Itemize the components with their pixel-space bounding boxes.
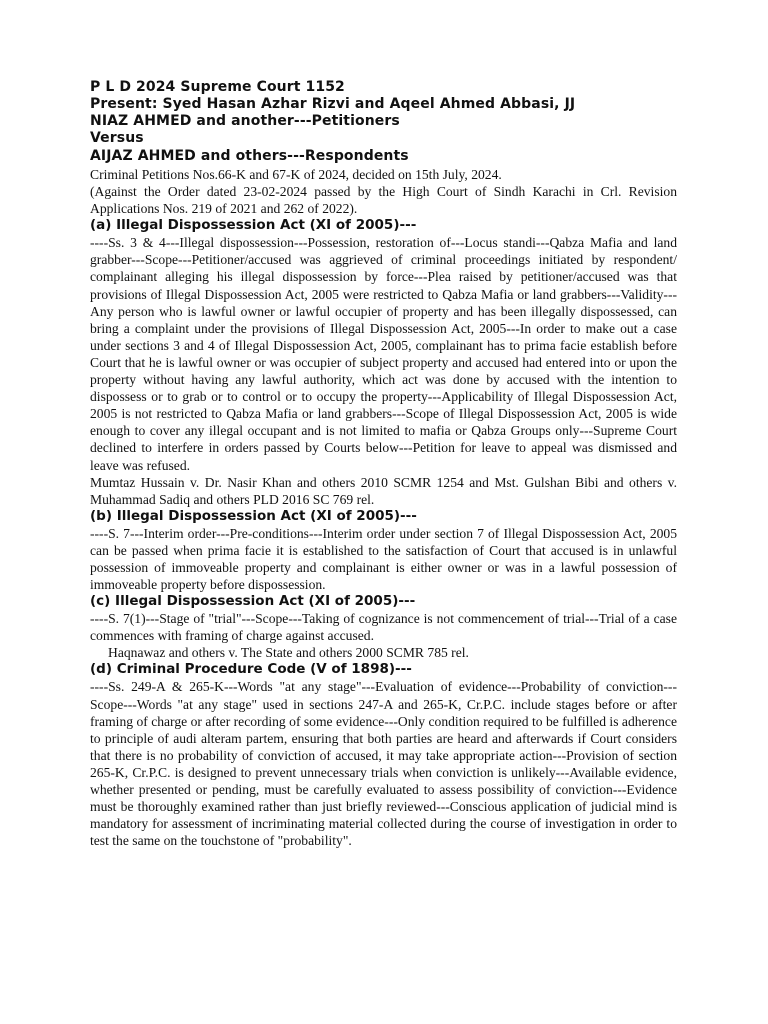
section-heading-b: (b) Illegal Dispossession Act (XI of 2005)--- <box>90 507 417 524</box>
section-heading-c: (c) Illegal Dispossession Act (XI of 2005)--- <box>90 593 416 610</box>
section-heading-a: (a) Illegal Dispossession Act (XI of 2005)--- <box>90 217 417 234</box>
section-text-d: ----Ss. 249-A & 265-K---Words "at any stage"---Evaluation of evidence---Probability of conviction---Scope---Words "at any stage" used in sections 247-A and 265-K, Cr.P.C. include stages before or after framing of charge or after recording of some evidence---Only condition required to be fulfilled is adherence to principle of audi alteram partem, ensuring that both parties are heard and afterwards if Court considers that there is no probability of conviction of accused, it may take appropriate action---Provision of section 265-K, Cr.P.C. is designed to prevent unnecessary trials when conviction is unlikely---Available evidence, whether presented or pending, must be carefully evaluated to assess possibility of conviction---Evidence must be thoroughly examined rather than just briefly reviewed---Conscious application of judicial mind is mandatory for assessment of incriminating material collected during the course of investigation in order to test the same on the touchstone of "probability". <box>90 679 677 849</box>
document-page <box>90 79 677 849</box>
section-text-b: ----S. 7---Interim order---Pre-conditions---Interim order under section 7 of Illegal Dispossession Act, 2005 can be passed when prima facie it is established to the satisfaction of Court that accused is in unlawful possession of immoveable property and complainant is either owner or was in a lawful possession of immoveable property before dispossession. <box>90 525 677 593</box>
citation-title: P L D 2024 Supreme Court 1152 <box>90 79 345 95</box>
section-text-a: ----Ss. 3 & 4---Illegal dispossession---Possession, restoration of---Locus standi---Qabza Mafia and land grabber---Scope---Petitioner/accused was aggrieved of criminal proceedings initiated by respondent/ complainant alleging his illegal dispossession by force---Plea raised by petitioner/accused was that provisions of Illegal Dispossession Act, 2005 were restricted to Qabza Mafia or land grabbers---Validity---Any person who is lawful owner or lawful occupier of property and has been illegally dispossessed, can bring a complaint under the provisions of Illegal Dispossession Act, 2005---In order to make out a case under sections 3 and 4 of Illegal Dispossession Act, 2005, complainant has to prima facie establish before Court that he is lawful owner or was occupier of subject property and accused had entered into or upon the property without having any lawful authority, which act was done by accused with the intention to dispossess or to grab or to control or to occupy the property---Applicability of Illegal Dispossession Act, 2005 is not restricted to Qabza Mafia or land grabbers---Scope of Illegal Dispossession Act, 2005 is wide enough to cover any illegal occupant and is not limited to mafia or Qabza Groups only---Supreme Court declined to interfere in orders passed by Courts below---Petition for leave to appeal was dismissed and leave was refused. <box>90 235 677 473</box>
petitioners-line: NIAZ AHMED and another---Petitioners <box>90 113 400 129</box>
section-reference-c: Haqnawaz and others v. The State and others 2000 SCMR 785 rel. <box>108 645 469 661</box>
petition-numbers: Criminal Petitions Nos.66-K and 67-K of 2024, decided on 15th July, 2024. <box>90 167 502 182</box>
section-reference-a: Mumtaz Hussain v. Dr. Nasir Khan and others 2010 SCMR 1254 and Mst. Gulshan Bibi and others v. Muhammad Sadiq and others PLD 2016 SC 769 rel. <box>90 474 677 507</box>
bench-line: Present: Syed Hasan Azhar Rizvi and Aqeel Ahmed Abbasi, JJ <box>90 96 576 112</box>
appeal-against-note: (Against the Order dated 23-02-2024 passed by the High Court of Sindh Karachi in Crl. Revision Applications Nos. 219 of 2021 and 262 of 2022). <box>90 184 677 217</box>
section-text-c: ----S. 7(1)---Stage of "trial"---Scope---Taking of cognizance is not commencement of trial---Trial of a case commences with framing of charge against accused. <box>90 611 677 644</box>
section-heading-d: (d) Criminal Procedure Code (V of 1898)--- <box>90 661 412 678</box>
respondents-line: AIJAZ AHMED and others---Respondents <box>90 148 409 164</box>
versus-line: Versus <box>90 130 144 146</box>
